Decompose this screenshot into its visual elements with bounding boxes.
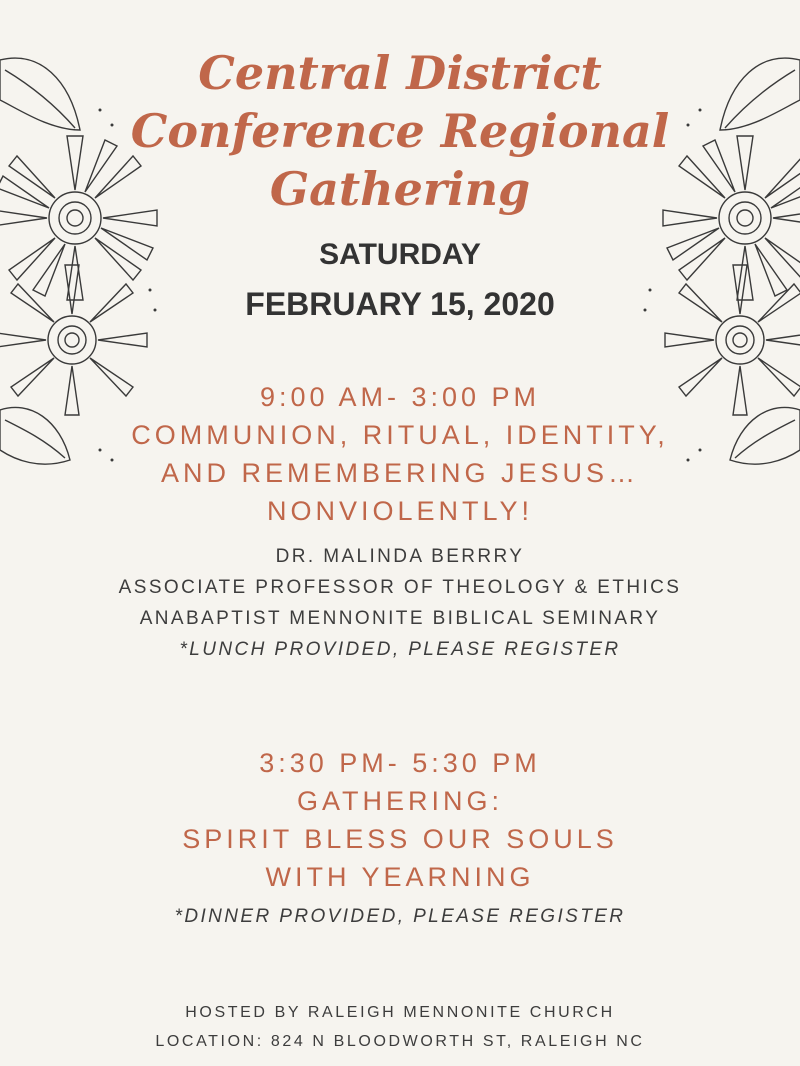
- session1-heading: [0, 378, 800, 530]
- event-title-line: Central District: [198, 46, 602, 100]
- session2-topic-line: GATHERING:: [296, 786, 503, 816]
- session2-note-block: [0, 901, 800, 932]
- session2-topic-line: SPIRIT BLESS OUR SOULS: [182, 824, 618, 854]
- speaker-institution: ANABAPTIST MENNONITE BIBLICAL SEMINARY: [139, 608, 661, 629]
- session2-note: *DINNER PROVIDED, PLEASE REGISTER: [174, 906, 626, 927]
- event-day: SATURDAY: [319, 238, 481, 271]
- host-line: HOSTED BY RALEIGH MENNONITE CHURCH: [185, 1004, 615, 1021]
- session1-time: 9:00 AM- 3:00 PM: [259, 382, 541, 412]
- session1-topic-line: NONVIOLENTLY!: [266, 496, 534, 526]
- session1-note: *LUNCH PROVIDED, PLEASE REGISTER: [179, 639, 621, 660]
- session1-topic-line: AND REMEMBERING JESUS…: [160, 458, 640, 488]
- speaker-role: ASSOCIATE PROFESSOR OF THEOLOGY & ETHICS: [118, 577, 682, 598]
- event-date: FEBRUARY 15, 2020: [245, 286, 555, 322]
- event-title-line: Conference Regional: [130, 104, 670, 158]
- session2-heading: [0, 744, 800, 896]
- speaker-name: DR. MALINDA BERRRY: [275, 546, 525, 567]
- footer: [0, 998, 800, 1056]
- location-line: LOCATION: 824 N BLOODWORTH ST, RALEIGH NC: [155, 1033, 645, 1050]
- event-title-line: Gathering: [269, 162, 531, 216]
- session2-topic-line: WITH YEARNING: [265, 862, 535, 892]
- event-title: [0, 44, 800, 218]
- session1-speaker-block: [0, 541, 800, 665]
- session1-topic-line: COMMUNION, RITUAL, IDENTITY,: [131, 420, 669, 450]
- session2-time: 3:30 PM- 5:30 PM: [259, 748, 541, 778]
